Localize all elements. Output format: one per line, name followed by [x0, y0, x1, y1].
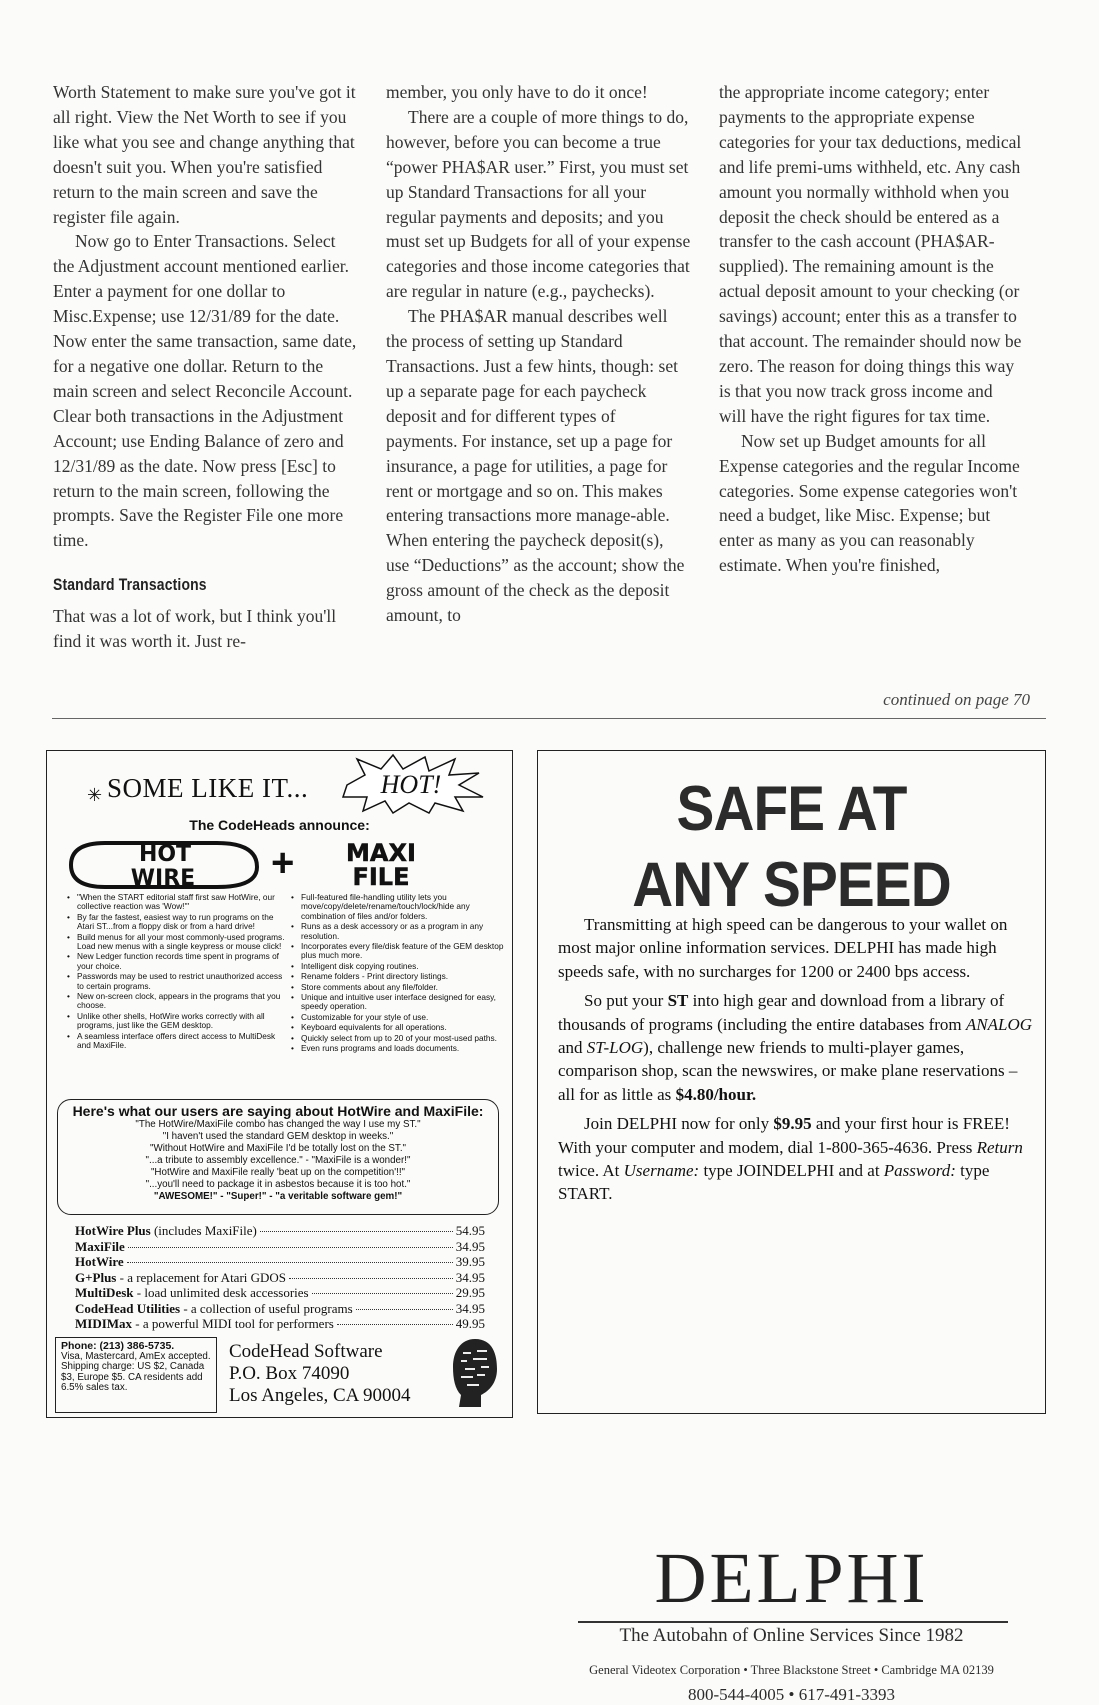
burst-text: HOT!	[380, 770, 442, 799]
testimonial-quote: "The HotWire/MaxiFile combo has changed the way I use my ST."	[135, 1119, 421, 1130]
list-item: • Build menus for all your most commonly-used programs. Load new menus with a single keypress or mouse click!	[77, 933, 285, 952]
list-item: • Unlike other shells, HotWire works correctly with all programs, just like the GEM desktop.	[77, 1012, 285, 1031]
product-desc: - a powerful MIDI tool for performers	[132, 1316, 334, 1331]
headline-line-2: ANY SPEED	[632, 850, 951, 920]
po-box: P.O. Box 74090	[229, 1363, 350, 1384]
testimonial-title: Here's what our users are saying about HotWire and MaxiFile:	[72, 1103, 484, 1119]
testimonial-quote: "I haven't used the standard GEM desktop in weeks."	[162, 1131, 394, 1142]
list-item: • Even runs programs and loads documents.	[301, 1044, 515, 1053]
price-row	[75, 1285, 485, 1301]
list-item: • Intelligent disk copying routines.	[301, 962, 515, 971]
hotwire-logo	[67, 837, 263, 891]
order-details: Visa, Mastercard, AmEx accepted. Shipping charge: US $2, Canada $3, Europe $5. CA residents add 6.5% sales tax.	[61, 1350, 211, 1393]
paragraph: Transmitting at high speed can be dangerous to your wallet on most major online information services. DELPHI has made high speeds safe, with no surcharges for 1200 or 2400 bps access.	[558, 915, 1008, 981]
product-name: G+Plus	[75, 1269, 117, 1285]
list-item: • Store comments about any file/folder.	[301, 983, 515, 992]
paragraph: The PHA$AR manual describes well the process of setting up Standard Transactions. Just a few hints, though: set up a separate page for each paycheck deposit and for different types of payments. For instance, set up a page for insurance, a page for utilities, a page for rent or mortgage and so on. This makes entering transactions more manage-able. When entering the paycheck deposit(s), use “Deductions” as the account; show the gross amount of the check as the deposit amount, to	[386, 306, 685, 626]
product-name: MultiDesk	[75, 1285, 134, 1300]
plus-sign: +	[271, 841, 295, 885]
svg-text:WIRE: WIRE	[130, 866, 196, 891]
svg-text:HOT: HOT	[138, 842, 192, 867]
article-column-1	[53, 80, 358, 654]
list-item: • Rename folders - Print directory listings.	[301, 972, 515, 981]
product-price: 34.95	[455, 1238, 485, 1254]
product-name: HotWire	[75, 1254, 124, 1269]
ad-headline	[563, 771, 1019, 923]
price-row	[75, 1270, 485, 1286]
list-item: • Quickly select from up to 20 of your most-used paths.	[301, 1034, 515, 1043]
star-icon: ✳	[87, 785, 103, 805]
phone-numbers: 800-544-4005 • 617-491-3393	[687, 1685, 896, 1704]
codehead-advertisement	[46, 750, 513, 1418]
testimonial-quote: "...you'll need to package it in asbestos because it is too hot."	[145, 1179, 411, 1190]
list-item: • A seamless interface offers direct access to MultiDesk and MaxiFile.	[77, 1032, 285, 1051]
headline-line-1: SAFE AT	[676, 774, 907, 844]
price-row	[75, 1239, 485, 1255]
product-name: MIDIMax	[75, 1316, 133, 1331]
list-item: • New Ledger function records time spent in programs of your choice.	[77, 952, 285, 971]
list-item: • Unique and intuitive user interface designed for easy, speedy operation.	[301, 993, 515, 1012]
list-item: • Full-featured file-handling utility lets you move/copy/delete/rename/touch/lock/hide any combination of files and/or folders.	[301, 893, 515, 921]
product-price: 39.95	[455, 1254, 485, 1269]
list-item: • Keyboard equivalents for all operations.	[301, 1023, 515, 1032]
product-desc: (includes MaxiFile)	[150, 1223, 257, 1238]
order-info-box	[55, 1337, 217, 1413]
paragraph: There are a couple of more things to do, however, before you can become a true “power PHA$AR user.” First, you must set up Standard Transactions for all your regular payments and deposits; and you must set up Budgets for all of your expense categories and those income categories that are regular in nature (e.g., paychecks).	[386, 106, 691, 302]
product-name: MaxiFile	[75, 1238, 125, 1254]
product-desc: - a collection of useful programs	[180, 1300, 353, 1316]
burst-icon	[337, 753, 487, 815]
paragraph: member, you only have to do it once!	[386, 82, 648, 102]
product-name: HotWire Plus	[75, 1223, 151, 1238]
company-address: General Videotex Corporation • Three Blackstone Street • Cambridge MA 02139	[589, 1663, 994, 1677]
phone-number: Phone: (213) 386-5735.	[61, 1340, 175, 1352]
article-column-3	[719, 80, 1024, 578]
svg-text:MAXI: MAXI	[346, 839, 416, 867]
list-item: • Passwords may be used to restrict unauthorized access to certain programs.	[77, 972, 285, 991]
feature-list-right	[289, 893, 515, 1055]
list-item: • By far the fastest, easiest way to run programs on the Atari ST...from a floppy disk or from a hard drive!	[77, 913, 285, 932]
product-name: CodeHead Utilities	[75, 1300, 181, 1316]
paragraph: the appropriate income category; enter payments to the appropriate expense categories for your tax deductions, medical and life premi-ums withheld, etc. Any cash amount you normally withhold when you deposit the check should be entered as a transfer to the cash account (PHA$AR-supplied). The remaining amount is the actual deposit amount to your checking (or savings) account; enter this as a transfer to that account. The remainder should now be zero. The reason for doing things this way is that you now track gross income and will have the right figures for tax time.	[719, 82, 1022, 426]
product-price: 34.95	[455, 1269, 485, 1285]
paragraph: That was a lot of work, but I think you'll find it was worth it. Just re-	[53, 606, 337, 652]
testimonial-quote: "AWESOME!" - "Super!" - "a veritable software gem!"	[153, 1191, 403, 1202]
list-item: • Runs as a desk accessory or as a program in any resolution.	[301, 922, 515, 941]
ad-headline: SOME LIKE IT...	[107, 773, 309, 803]
divider	[578, 1621, 1008, 1623]
codehead-logo-icon	[451, 1337, 499, 1409]
paragraph: So put your ST into high gear and download from a library of thousands of programs (including the entire databases from ANALOG and ST-LOG), challenge new friends to multi-player games, comparison shop, scan the newswires, or make plane reservations – all for as little as $4.80/hour.	[558, 991, 1033, 1104]
testimonial-quote: "HotWire and MaxiFile really 'beat up on the competition'!!"	[150, 1167, 406, 1178]
testimonial-quote: "...a tribute to assembly excellence." - "MaxiFile is a wonder!"	[145, 1155, 411, 1166]
company-address	[229, 1341, 411, 1407]
product-price: 29.95	[455, 1285, 485, 1300]
product-price: 54.95	[455, 1223, 485, 1238]
paragraph: Now go to Enter Transactions. Select the Adjustment account mentioned earlier. Enter a payment for one dollar to Misc.Expense; use 12/31/89 for the date. Now enter the same transaction, same date, for a negative one dollar. Return to the main screen and select Reconcile Account. Clear both transactions in the Adjustment Account; use Ending Balance of zero and 12/31/89 as the date. Now press [Esc] to return to the main screen, following the prompts. Save the Register File one more time.	[53, 231, 357, 551]
paragraph: Join DELPHI now for only $9.95 and your first hour is FREE! With your computer and modem, dial 1-800-365-4636. Press Return twice. At Username: type JOINDELPHI and at Password: type START.	[558, 1114, 1023, 1204]
feature-list-left	[65, 893, 285, 1052]
paragraph: Now set up Budget amounts for all Expense categories and the regular Income categories. Some expense categories won't need a budget, like Misc. Expense; but enter as many as you can reasonably estimate. When you're finished,	[719, 430, 1020, 576]
delphi-advertisement	[537, 750, 1046, 1704]
list-item: • Customizable for your style of use.	[301, 1013, 515, 1022]
list-item: • New on-screen clock, appears in the programs that you choose.	[77, 992, 285, 1011]
paragraph: Worth Statement to make sure you've got it all right. View the Net Worth to see if you like what you see and change anything that doesn't suit you. When you're satisfied return to the main screen and save the register file again.	[53, 82, 356, 227]
price-list	[75, 1223, 485, 1332]
company-name: CodeHead Software	[229, 1341, 383, 1362]
testimonial-box	[57, 1099, 499, 1215]
section-heading: Standard Transactions	[53, 575, 207, 595]
svg-text:FILE: FILE	[352, 863, 410, 889]
maxifile-logo	[321, 839, 441, 889]
divider	[52, 718, 1046, 719]
continued-note: continued on page 70	[883, 690, 1030, 709]
testimonial-quote: "Without HotWire and MaxiFile I'd be totally lost on the ST."	[149, 1143, 407, 1154]
announce-text: The CodeHeads announce:	[189, 817, 370, 833]
price-row	[75, 1223, 485, 1239]
product-price: 49.95	[455, 1316, 485, 1331]
product-desc: - a replacement for Atari GDOS	[116, 1269, 287, 1285]
price-row	[75, 1254, 485, 1270]
delphi-logo: DELPHI	[654, 1538, 929, 1618]
city: Los Angeles, CA 90004	[229, 1385, 411, 1406]
article-column-2	[386, 80, 691, 628]
product-price: 34.95	[455, 1300, 485, 1316]
product-desc: - load unlimited desk accessories	[133, 1285, 309, 1300]
price-row	[75, 1316, 485, 1332]
tagline: The Autobahn of Online Services Since 1982	[619, 1625, 964, 1646]
list-item: • "When the START editorial staff first saw HotWire, our collective reaction was 'Wow!'"	[77, 893, 285, 912]
list-item: • Incorporates every file/disk feature of the GEM desktop plus much more.	[301, 942, 515, 961]
ad-body	[558, 913, 1038, 1212]
price-row	[75, 1301, 485, 1317]
